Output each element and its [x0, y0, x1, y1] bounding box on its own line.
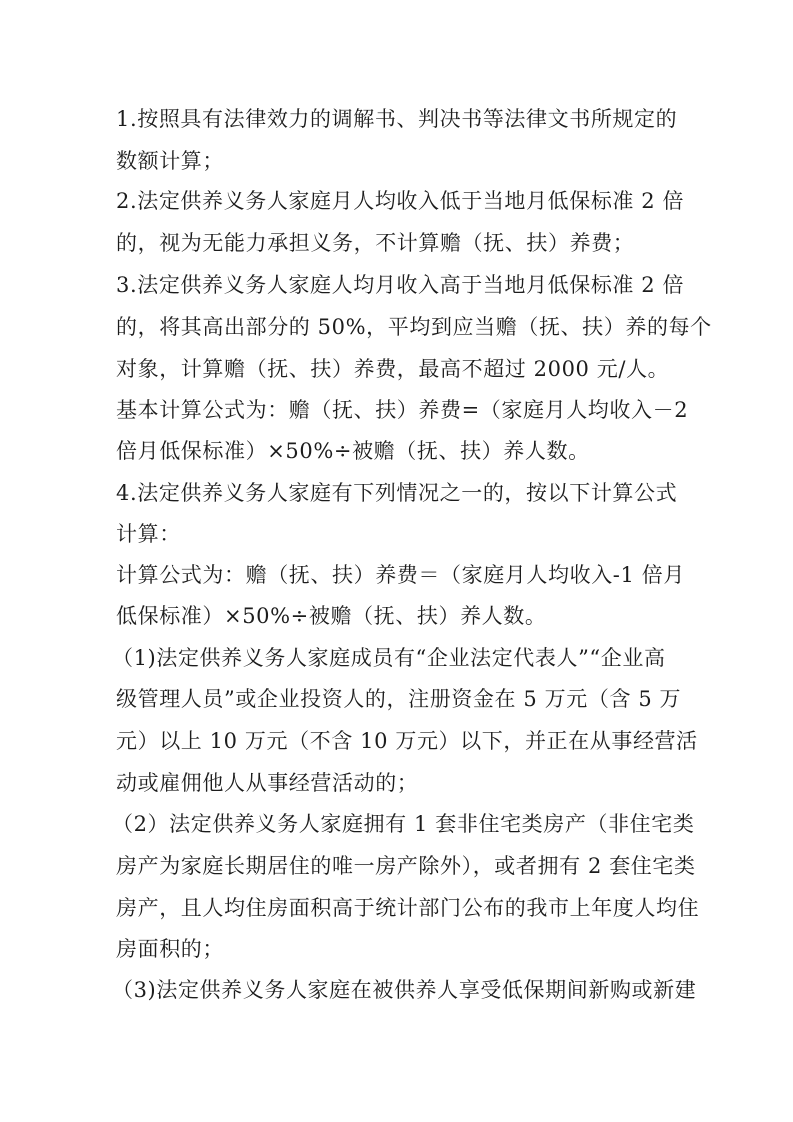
text-line: 元）以上 10 万元（不含 10 万元）以下，并正在从事经营活 [116, 729, 698, 753]
text-line: （2）法定供养义务人家庭拥有 1 套非住宅类房产（非住宅类 [112, 812, 695, 836]
text-line: 对象，计算赡（抚、扶）养费，最高不超过 2000 元/人。 [116, 357, 670, 381]
text-line: 房面积的； [116, 937, 224, 961]
text-line: 低保标准）×50%÷被赡（抚、扶）养人数。 [116, 604, 547, 628]
text-line: 动或雇佣他人从事经营活动的； [116, 771, 419, 795]
text-line: 计算公式为：赡（抚、扶）养费＝（家庭月人均收入-1 倍月 [116, 563, 685, 587]
text-line: 房产，且人均住房面积高于统计部门公布的我市上年度人均住 [116, 896, 700, 920]
text-line: 房产为家庭长期居住的唯一房产除外），或者拥有 2 套住宅类 [116, 854, 696, 878]
text-line: 计算： [116, 522, 181, 546]
text-line: 3.法定供养义务人家庭人均月收入高于当地月低保标准 2 倍 [116, 273, 685, 297]
text-line: 的，将其高出部分的 50%，平均到应当赡（抚、扶）养的每个 [116, 315, 712, 339]
text-line: 1.按照具有法律效力的调解书、判决书等法律文书所规定的 [116, 107, 678, 131]
text-line: 4.法定供养义务人家庭有下列情况之一的，按以下计算公式 [116, 481, 678, 505]
text-line: 2.法定供养义务人家庭月人均收入低于当地月低保标准 2 倍 [116, 189, 685, 213]
text-line: 基本计算公式为：赡（抚、扶）养费=（家庭月人均收入－2 [116, 398, 689, 422]
text-line: 级管理人员”或企业投资人的，注册资金在 5 万元（含 5 万 [116, 687, 682, 711]
text-line: 倍月低保标准）×50%÷被赡（抚、扶）养人数。 [116, 439, 590, 463]
text-line: 的，视为无能力承担义务，不计算赡（抚、扶）养费； [116, 231, 635, 255]
text-line: 数额计算； [116, 149, 224, 173]
text-line: （3)法定供养义务人家庭在被供养人享受低保期间新购或新建 [112, 978, 697, 1002]
text-line: （1)法定供养义务人家庭成员有“企业法定代表人”“企业高 [112, 646, 666, 670]
